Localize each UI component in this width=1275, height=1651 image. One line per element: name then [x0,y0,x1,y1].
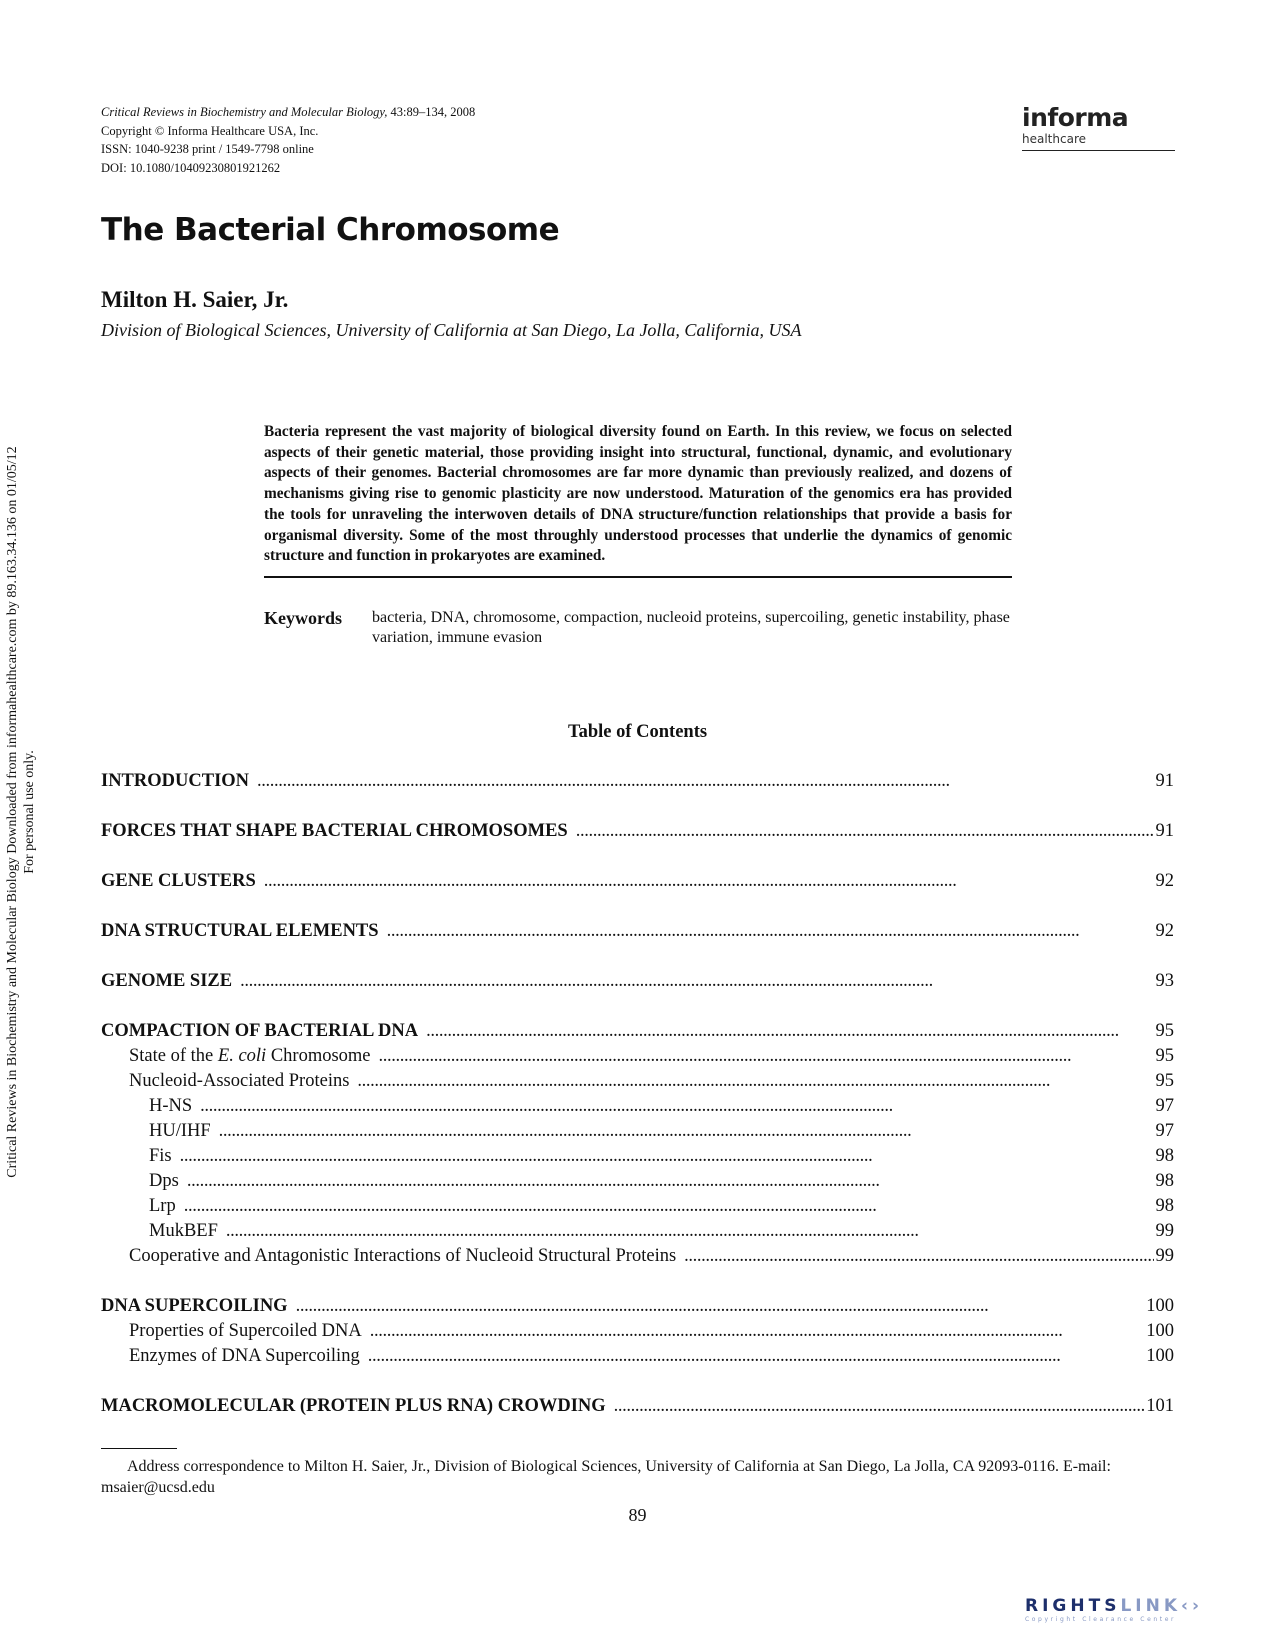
toc-entry-label: COMPACTION OF BACTERIAL DNA [101,1021,419,1041]
toc-entry-page: 92 [1155,871,1174,891]
toc-entry[interactable] [101,869,1174,894]
toc-entry[interactable] [101,919,1174,944]
toc-leader [180,1144,1154,1169]
toc-entry-label: INTRODUCTION [101,771,250,791]
toc-leader [576,819,1154,844]
toc-entry-label: MACROMOLECULAR (PROTEIN PLUS RNA) CROWDING [101,1396,606,1416]
toc-leader [387,919,1154,944]
keywords [264,608,1012,648]
toc-leader [368,1344,1145,1369]
publisher-logo [1022,104,1175,151]
page-number: 89 [628,1505,647,1525]
toc-entry-page: 93 [1155,971,1174,991]
toc-entry[interactable] [101,1294,1174,1319]
toc-entry[interactable] [101,1244,1174,1269]
issn-line: ISSN: 1040-9238 print / 1549-7798 online [101,142,314,156]
toc-entry-label: HU/IHF [149,1121,211,1141]
toc-entry-page: 97 [1155,1096,1174,1116]
toc-entry-page: 92 [1155,921,1174,941]
toc-entry[interactable] [101,1344,1174,1369]
toc-entry-label: H-NS [149,1096,193,1116]
journal-name: Critical Reviews in Biochemistry and Molecular Biology, [101,105,388,119]
toc-entry[interactable] [101,1069,1174,1094]
footnote-rule [101,1448,177,1449]
toc-entry-page: 95 [1155,1021,1174,1041]
toc-label-post: Chromosome [266,1046,371,1066]
toc-entry-label: Cooperative and Antagonistic Interactions of Nucleoid Structural Proteins [129,1246,677,1266]
keywords-text: bacteria, DNA, chromosome, compaction, nucleoid proteins, supercoiling, genetic instability, phase variation, immune evasion [372,609,1010,646]
toc-leader [426,1019,1153,1044]
abstract: Bacteria represent the vast majority of biological diversity found on Earth. In this review, we focus on selected aspects of their genetic material, those providing insight into structural, functional, dynamic, and evolutionary aspects of their genomes. Bacterial chromosomes are far more dynamic than previously realized, and dozens of mechanisms giving rise to genomic plasticity are now understood. Maturation of the genomics era has provided the tools for unraveling the interwoven details of DNA structure/function relationships that provide a basis for organismal diversity. Some of the most throughly understood processes that underlie the dynamics of genomic structure and function in prokaryotes are examined. [264,422,1012,578]
toc-entry[interactable] [101,769,1174,794]
rightslink-logo[interactable] [1025,1596,1203,1624]
toc-leader [184,1194,1154,1219]
toc-leader [226,1219,1154,1244]
toc-entry-label: GENOME SIZE [101,971,233,991]
chevron-arrows-icon: ‹› [1181,1596,1204,1616]
toc-entry-page: 98 [1155,1196,1174,1216]
side-note-line-1: Critical Reviews in Biochemistry and Molecular Biology Downloaded from informahealthcare.com by 89.163.34.136 on 01/05/12 [5,446,20,1178]
toc-entry-label: Lrp [149,1196,176,1216]
toc-entry[interactable] [101,819,1174,844]
toc-entry-label: Properties of Supercoiled DNA [129,1321,362,1341]
toc-leader [257,769,1153,794]
toc-leader [219,1119,1154,1144]
toc-entry-label: DNA STRUCTURAL ELEMENTS [101,921,379,941]
toc-entry-page: 91 [1155,821,1174,841]
toc-leader [614,1394,1145,1419]
table-of-contents [101,769,1174,1419]
toc-entry-page: 97 [1155,1121,1174,1141]
logo-rule [1022,150,1175,151]
toc-leader [357,1069,1153,1094]
toc-entry[interactable] [101,1169,1174,1194]
toc-entry-page: 91 [1155,771,1174,791]
toc-leader [200,1094,1153,1119]
logo-brand: informa [1022,103,1129,132]
keywords-label: Keywords [264,608,342,628]
toc-leader [187,1169,1154,1194]
toc-entry-label: DNA SUPERCOILING [101,1296,288,1316]
toc-entry-label: Fis [149,1146,172,1166]
toc-entry-page: 98 [1155,1171,1174,1191]
logo-sub: healthcare [1022,132,1086,146]
article-title: The Bacterial Chromosome [101,212,560,248]
toc-entry-page: 95 [1155,1046,1174,1066]
toc-entry-label: Dps [149,1171,179,1191]
author-affiliation: Division of Biological Sciences, University of California at San Diego, La Jolla, California, USA [101,320,802,340]
download-side-note [4,362,38,1262]
toc-entry-label [129,1044,379,1069]
toc-leader [264,869,1154,894]
toc-entry[interactable] [101,1094,1174,1119]
author-name: Milton H. Saier, Jr. [101,287,289,312]
toc-entry-page: 101 [1146,1396,1174,1416]
toc-leader [296,1294,1145,1319]
toc-title: Table of Contents [567,722,708,742]
toc-entry-label: FORCES THAT SHAPE BACTERIAL CHROMOSOMES [101,821,568,841]
toc-entry[interactable] [101,1119,1174,1144]
rightslink-sub: Copyright Clearance Center [1025,1616,1177,1623]
toc-leader [370,1319,1145,1344]
toc-entry-page: 100 [1146,1296,1174,1316]
toc-entry-label: GENE CLUSTERS [101,871,256,891]
toc-entry-page: 99 [1155,1246,1174,1266]
toc-entry[interactable] [101,1144,1174,1169]
toc-entry[interactable] [101,1319,1174,1344]
toc-leader [379,1044,1154,1069]
copyright-line: Copyright © Informa Healthcare USA, Inc. [101,123,319,138]
toc-entry[interactable] [101,1044,1174,1069]
toc-entry-page: 100 [1146,1321,1174,1341]
toc-label-italic: E. coli [217,1046,267,1066]
toc-entry-page: 95 [1155,1071,1174,1091]
toc-entry-page: 98 [1155,1146,1174,1166]
journal-header [101,103,475,177]
toc-leader [240,969,1153,994]
toc-leader [684,1244,1153,1269]
rightslink-dark: RIGHTS [1025,1596,1121,1616]
toc-entry-label: MukBEF [149,1221,218,1241]
toc-entry[interactable] [101,969,1174,994]
correspondence-footnote: Address correspondence to Milton H. Saier, Jr., Division of Biological Sciences, University of California at San Diego, La Jolla, CA 92093-0116. E-mail: msaier@ucsd.edu [101,1458,1111,1496]
toc-entry-label: Nucleoid-Associated Proteins [129,1071,350,1091]
toc-entry-page: 100 [1146,1346,1174,1366]
toc-entry-label: Enzymes of DNA Supercoiling [129,1346,360,1366]
toc-entry[interactable] [101,1394,1174,1419]
toc-entry[interactable] [101,1219,1174,1244]
rightslink-light: LINK [1120,1596,1181,1616]
toc-entry[interactable] [101,1019,1174,1044]
toc-label-pre: State of the [129,1046,218,1066]
journal-volume: 43:89–134, 2008 [387,105,476,119]
toc-entry-page: 99 [1155,1221,1174,1241]
toc-entry[interactable] [101,1194,1174,1219]
doi-line: DOI: 10.1080/10409230801921262 [101,160,281,175]
side-note-line-2: For personal use only. [22,750,37,874]
